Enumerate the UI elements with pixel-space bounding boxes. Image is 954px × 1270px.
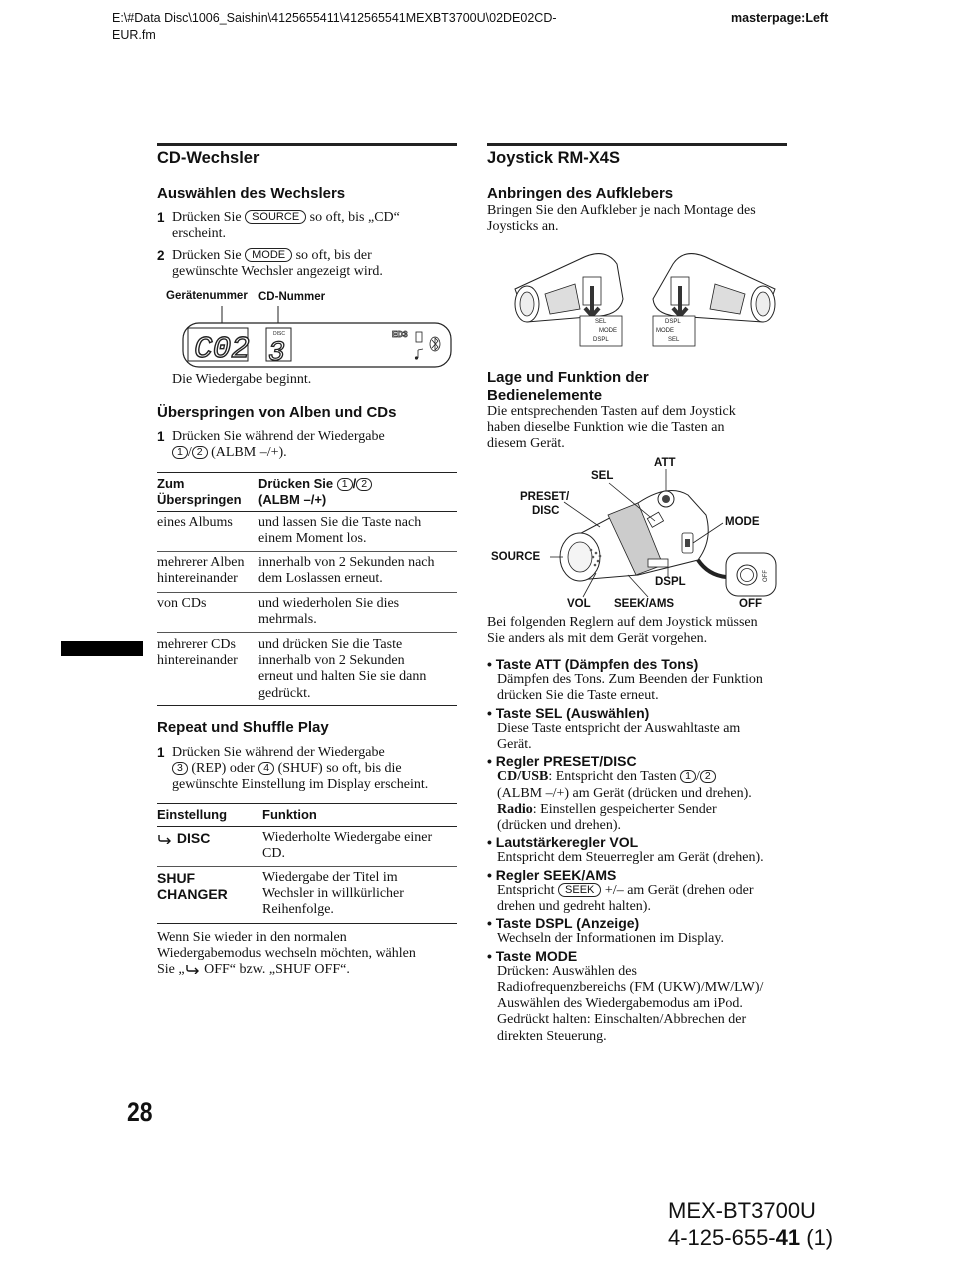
file-path	[112, 10, 557, 44]
section-rule-right	[487, 143, 787, 146]
chapter-tab-marker	[61, 641, 143, 656]
bullet-title: Taste DSPL (Anzeige)	[495, 915, 640, 932]
body-text: drehen und gedreht halten).	[497, 899, 651, 915]
table-rule	[157, 866, 457, 867]
model-number: MEX-BT3700U	[668, 1198, 816, 1223]
part-code-suffix: (1)	[800, 1225, 834, 1250]
body-text: Bringen Sie den Aufkleber je nach Montage des	[487, 203, 756, 218]
label-preset: PRESET/	[520, 491, 570, 503]
step-text: erscheint.	[172, 226, 227, 241]
table-rule	[157, 705, 457, 706]
radio-label: Radio	[497, 801, 533, 817]
joystick-drawing	[488, 455, 783, 615]
table-cell	[258, 555, 435, 587]
body-text: : Entspricht den Tasten	[548, 769, 677, 785]
section-title-joystick: Joystick RM-X4S	[487, 149, 620, 167]
table-rule	[157, 551, 457, 552]
sticker-left	[580, 316, 622, 346]
repeat-note	[157, 930, 416, 979]
cell-text: und drücken Sie die Taste	[258, 637, 403, 652]
key-2: 2	[356, 478, 372, 491]
display-main-text: C02	[194, 332, 250, 367]
step-number: 1	[157, 429, 165, 444]
table-cell	[262, 870, 404, 919]
body-text: direkten Steuerung.	[497, 1028, 607, 1044]
step-text: Drücken Sie	[172, 210, 242, 225]
cell-text: von CDs	[157, 596, 207, 611]
label-dspl: DSPL	[655, 576, 686, 588]
body-text: Dämpfen des Tons. Zum Beenden der Funktion	[497, 672, 763, 688]
label-unit-number: Gerätenummer	[166, 290, 248, 302]
section-rule-left	[157, 143, 457, 146]
controls-note	[487, 615, 758, 647]
list-item-body	[487, 672, 792, 704]
setting-text: SHUF	[157, 870, 196, 886]
step-number: 1	[157, 745, 165, 760]
key-2: 2	[192, 446, 208, 459]
key-3: 3	[172, 762, 188, 775]
repeat-icon	[157, 832, 173, 844]
list-item: • Lautstärkeregler VOL	[487, 834, 639, 851]
step-number: 2	[157, 248, 165, 263]
sticker-text: MODE	[656, 328, 674, 334]
note-text: OFF“ bzw. „SHUF OFF“.	[200, 962, 350, 978]
label-cd-number: CD-Nummer	[258, 291, 326, 303]
heading-skip-albums: Überspringen von Alben und CDs	[157, 404, 397, 421]
cell-text: mehrerer Alben	[157, 555, 245, 570]
list-item: • Taste SEL (Auswählen)	[487, 704, 650, 721]
bluetooth-icon	[430, 337, 440, 351]
list-item-body	[487, 964, 792, 1045]
table-rule	[157, 511, 457, 512]
part-code	[668, 1224, 833, 1251]
label-mode: MODE	[725, 516, 760, 528]
cell-text: und wiederholen Sie dies	[258, 596, 400, 611]
list-item: • Regler SEEK/AMS	[487, 866, 617, 883]
off-switch-text: OFF	[763, 570, 769, 582]
heading-repeat-shuffle: Repeat und Shuffle Play	[157, 719, 329, 736]
setting-text: CHANGER	[157, 886, 228, 902]
sticker-text: SEL	[668, 337, 680, 343]
file-path-line2: EUR.fm	[112, 28, 156, 42]
display-illustration	[180, 300, 455, 372]
body-text: Bei folgenden Reglern auf dem Joystick müssen	[487, 615, 758, 630]
body-text: Diese Taste entspricht der Auswahltaste am	[497, 720, 741, 736]
heading-controls	[487, 369, 649, 405]
sticker-text: MODE	[599, 328, 617, 334]
body-text: drücken Sie die Taste erneut.	[497, 688, 659, 704]
list-item-body	[487, 883, 792, 915]
cell-text: mehrmals.	[258, 612, 317, 628]
sticker-text: DSPL	[665, 319, 681, 325]
body-text: Auswählen des Wiedergabemodus am iPod.	[497, 996, 743, 1012]
separator: /	[352, 476, 357, 491]
step-text: Drücken Sie	[172, 248, 242, 263]
key-1: 1	[337, 478, 353, 491]
joystick-controls-diagram	[488, 455, 783, 615]
step-text: gewünschte Einstellung im Display erscheint.	[172, 777, 429, 792]
controls-bullet-list	[487, 656, 792, 1045]
key-4: 4	[258, 762, 274, 775]
cell-text: Wechsler in willkürlicher	[262, 886, 404, 902]
bullet-title: Taste MODE	[495, 947, 578, 964]
table-cell	[258, 596, 399, 628]
heading-text: Bedienelemente	[487, 387, 603, 404]
cd-usb-label: CD/USB	[497, 769, 549, 785]
sticker-instructions	[487, 203, 756, 235]
body-text: (ALBM –/+) am Gerät (drücken und drehen).	[497, 785, 752, 801]
key-1: 1	[680, 770, 696, 783]
bullet-title: Regler SEEK/AMS	[495, 866, 617, 883]
seek-key: SEEK	[558, 883, 601, 897]
step-text: Drücken Sie während der Wiedergabe	[172, 429, 385, 444]
cell-text: innerhalb von 2 Sekunden	[258, 653, 405, 669]
header-text: (ALBM –/+)	[258, 492, 327, 507]
body-text: Drücken: Auswählen des	[497, 963, 637, 979]
section-title-cd-changer: CD-Wechsler	[157, 149, 260, 167]
sticker-illustration	[505, 244, 785, 350]
cell-text: Reihenfolge.	[262, 902, 334, 918]
body-text: Gerät.	[497, 737, 532, 753]
display-disc-label: DISC	[273, 331, 285, 337]
file-path-line1: E:\#Data Disc\1006_Saishin\4125655411\412565541MEXBT3700U\02DE02CD-	[112, 11, 557, 25]
display-disc-number: 3	[268, 338, 285, 369]
table-rule	[157, 632, 457, 633]
label-vol: VOL	[567, 598, 591, 610]
cell-text: mehrerer CDs	[157, 637, 236, 652]
setting-disc: DISC	[176, 830, 211, 846]
skip-table-header-1	[157, 476, 242, 508]
body-text: Gedrückt halten: Einschalten/Abbrechen der	[497, 1012, 747, 1028]
controls-intro	[487, 404, 736, 453]
heading-select-changer: Auswählen des Wechslers	[157, 185, 346, 202]
cell-text: innerhalb von 2 Sekunden nach	[258, 555, 435, 570]
table-row	[157, 830, 210, 846]
key-1: 1	[172, 446, 188, 459]
header-text: Überspringen	[157, 492, 242, 507]
list-item-body	[487, 721, 792, 753]
table-rule	[157, 592, 457, 593]
body-text: Sie anders als mit dem Gerät vorgehen.	[487, 631, 708, 647]
separator: /	[695, 769, 700, 785]
part-code-version: 41	[775, 1225, 801, 1250]
skip-table-header-2	[258, 476, 372, 508]
cell-text: einem Moment los.	[258, 531, 367, 547]
list-item: • Regler PRESET/DISC	[487, 753, 637, 770]
body-text: : Einstellen gespeicherter Sender	[532, 801, 717, 817]
step-skip-1	[157, 429, 457, 463]
repeat-table-header-2: Funktion	[262, 807, 317, 822]
cell-text: hintereinander	[157, 571, 238, 587]
step-text: (ALBM –/+).	[211, 445, 287, 460]
step-repeat-1	[157, 745, 457, 795]
table-cell	[258, 515, 421, 547]
cell-text: CD.	[262, 846, 285, 862]
body-text: Radiofrequenzbereichs (FM (UKW)/MW/LW)/	[497, 980, 764, 996]
table-row	[157, 870, 228, 902]
step-text: so oft, bis „CD“	[309, 210, 400, 225]
list-item-body	[487, 769, 792, 834]
table-rule	[157, 803, 457, 804]
cell-text: dem Loslassen erneut.	[258, 571, 383, 587]
table-row	[157, 515, 233, 531]
bullet-title: Regler PRESET/DISC	[495, 753, 637, 770]
body-text: +/– am Gerät (drehen oder	[604, 882, 754, 898]
table-cell	[262, 830, 432, 862]
cell-text: eines Albums	[157, 515, 233, 530]
key-2: 2	[700, 770, 716, 783]
list-item: • Taste DSPL (Anzeige)	[487, 915, 640, 932]
table-row	[157, 596, 206, 612]
bullet-title: Taste ATT (Dämpfen des Tons)	[495, 656, 699, 672]
cell-text: erneut und halten Sie sie dann	[258, 669, 427, 685]
cell-text: gedrückt.	[258, 685, 311, 701]
table-row	[157, 637, 238, 669]
playback-starts-text: Die Wiedergabe beginnt.	[172, 372, 312, 387]
body-text: Entspricht dem Steuerregler am Gerät (drehen).	[497, 850, 764, 866]
bullet-title: Lautstärkeregler VOL	[495, 834, 639, 851]
cell-text: Wiedergabe der Titel im	[262, 870, 398, 885]
label-disc: DISC	[532, 505, 560, 517]
phone-icon	[416, 332, 422, 342]
note-text: Wiedergabemodus wechseln möchten, wählen	[157, 946, 416, 962]
body-text: haben dieselbe Funktion wie die Tasten an	[487, 420, 725, 436]
sticker-text: DSPL	[593, 337, 609, 343]
table-rule	[157, 472, 457, 473]
cell-text: hintereinander	[157, 653, 238, 669]
list-item: • Taste MODE	[487, 947, 578, 964]
body-text: Entspricht	[497, 882, 555, 898]
body-text: Wechseln der Informationen im Display.	[497, 931, 724, 947]
step-text: gewünschte Wechsler angezeigt wird.	[172, 264, 383, 279]
label-seek-ams: SEEK/AMS	[614, 598, 675, 610]
table-cell	[258, 637, 426, 702]
label-sel: SEL	[591, 470, 614, 482]
display-eq-logo: ED3	[392, 330, 408, 339]
header-text: Zum	[157, 476, 185, 491]
sticker-right	[653, 316, 695, 346]
joystick-right	[653, 254, 775, 322]
list-item-body	[487, 931, 792, 947]
body-text: Die entsprechenden Tasten auf dem Joystick	[487, 404, 736, 419]
note-text: Sie „	[157, 962, 185, 978]
joystick-left	[515, 254, 623, 322]
body-text: Joysticks an.	[487, 219, 559, 235]
body-text: (drücken und drehen).	[497, 818, 622, 834]
table-rule	[157, 923, 457, 924]
step-text: (REP) oder	[191, 761, 255, 776]
step-text: so oft, bis der	[295, 248, 372, 263]
list-item: • Taste ATT (Dämpfen des Tons)	[487, 656, 699, 672]
step-text: Drücken Sie während der Wiedergabe	[172, 745, 385, 760]
sticker-text: SEL	[595, 319, 607, 325]
label-source: SOURCE	[491, 551, 541, 563]
part-code-prefix: 4-125-655-	[668, 1225, 776, 1250]
note-text: Wenn Sie wieder in den normalen	[157, 930, 347, 945]
repeat-icon	[185, 962, 201, 974]
bullet-title: Taste SEL (Auswählen)	[495, 704, 650, 721]
source-key: SOURCE	[245, 210, 306, 224]
heading-attach-sticker: Anbringen des Aufklebers	[487, 185, 674, 202]
list-item-body	[487, 850, 792, 866]
cell-text: und lassen Sie die Taste nach	[258, 515, 422, 530]
separator: /	[187, 445, 192, 460]
label-att: ATT	[654, 457, 676, 469]
table-rule	[157, 826, 457, 827]
mode-key: MODE	[245, 248, 292, 262]
label-off: OFF	[739, 598, 762, 610]
page-number: 28	[127, 1097, 153, 1127]
body-text: diesem Gerät.	[487, 436, 565, 452]
repeat-table-header-1: Einstellung	[157, 807, 228, 822]
table-row	[157, 555, 244, 587]
header-text: Drücken Sie	[258, 476, 334, 491]
masterpage-label: masterpage:Left	[731, 11, 829, 25]
step-select-2	[157, 248, 457, 279]
cell-text: Wiederholte Wiedergabe einer	[262, 830, 433, 845]
heading-text: Lage und Funktion der	[487, 369, 649, 386]
step-number: 1	[157, 210, 165, 225]
step-text: (SHUF) so oft, bis die	[277, 761, 402, 776]
step-select-1	[157, 210, 457, 241]
